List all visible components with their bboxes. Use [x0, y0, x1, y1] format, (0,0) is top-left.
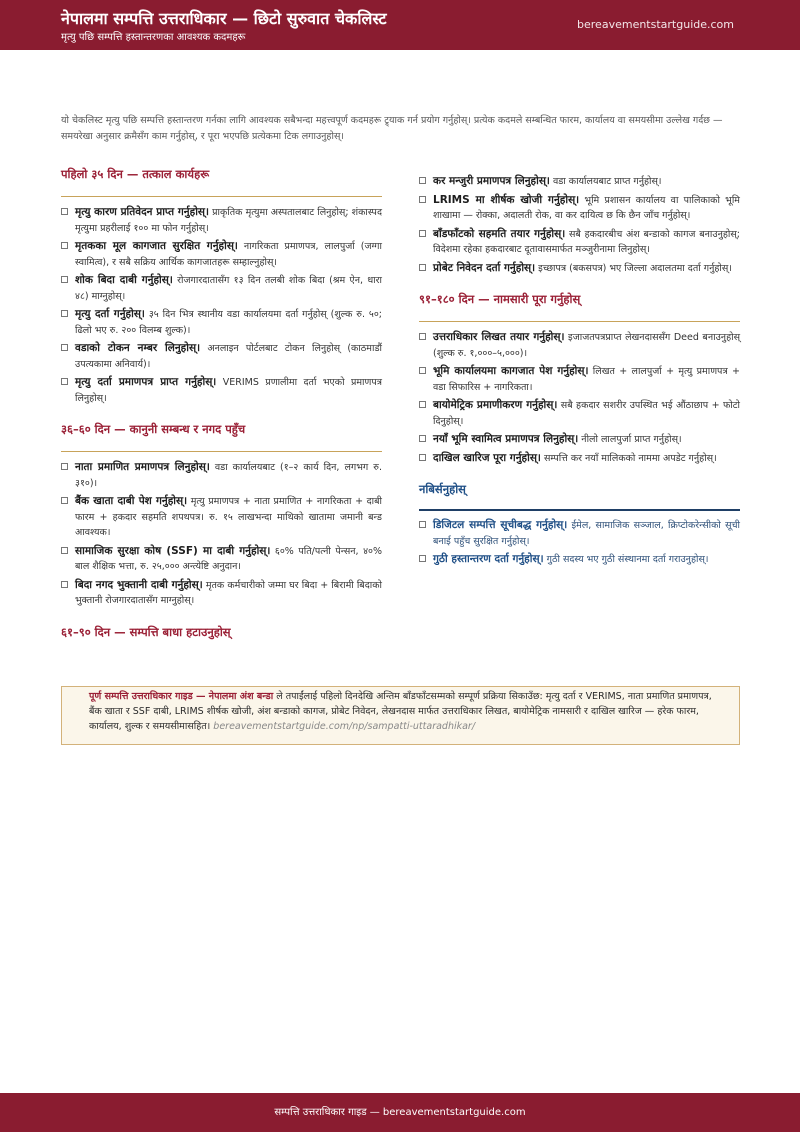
checklist-item — [419, 552, 740, 568]
section-heading: ६१–९० दिन — सम्पत्ति बाधा हटाउनुहोस् — [61, 624, 231, 639]
section-heading: पहिलो ३५ दिन — तत्काल कार्यहरू — [61, 167, 210, 181]
item-description: रोजगारदातासँग १३ दिन तलबी शोक बिदा (श्रम ऐन, धारा ४८) माग्नुहोस्। — [75, 275, 382, 302]
item-title: सामाजिक सुरक्षा कोष (SSF) मा दाबी गर्नुहोस्। — [75, 544, 271, 557]
item-description: ६०% पति/पत्नी पेन्सन, ४०% बाल शैक्षिक भत्ता, रु. २५,००० अन्त्येष्टि अनुदान। — [75, 545, 382, 572]
item-description: मृत्यु प्रमाणपत्र + नाता प्रमाणित + नागरिकता + दाबी फारम + हकदार सहमति शपथपत्र। रु. १५ लाखभन्दा माथिको खातामा जमानी बन्ड आवश्यक। — [75, 496, 382, 538]
item-description: इजाजतपत्रप्राप्त लेखनदाससँग Deed बनाउनुहोस् (शुल्क रु. १,०००–५,०००)। — [433, 332, 740, 359]
item-description: नागरिकता प्रमाणपत्र, लालपुर्जा (जग्गा स्वामित्व), र सबै सक्रिय आर्थिक कागजातहरू सम्हाल्नुहोस्। — [75, 241, 382, 268]
item-description: वडा कार्यालयबाट प्राप्त गर्नुहोस्। — [552, 176, 662, 187]
footer-text: सम्पत्ति उत्तराधिकार गाइड — bereavementstartguide.com — [274, 1107, 526, 1118]
item-description: ३५ दिन भित्र स्थानीय वडा कार्यालयमा दर्ता गर्नुहोस् (शुल्क रु. ५०; ढिलो भए रु. २०० विलम्ब शुल्क)। — [75, 309, 382, 336]
item-description: सबै हकदारबीच अंश बन्डाको कागज बनाउनुहोस्; विदेशमा रहेका हकदारबाट दूतावासमार्फत मञ्जुरीनामा लिनुहोस्। — [433, 228, 740, 255]
item-title: वडाको टोकन नम्बर लिनुहोस्। — [75, 342, 201, 354]
item-description: सबै हकदार सशरीर उपस्थित भई औंठाछाप + फोटो दिनुहोस्। — [433, 400, 740, 427]
checkbox-icon[interactable] — [419, 196, 426, 203]
checklist-item — [61, 205, 382, 236]
checklist-item — [61, 544, 382, 575]
checkbox-icon[interactable] — [419, 177, 426, 184]
item-title: मृत्यु दर्ता गर्नुहोस्। — [75, 308, 145, 320]
item-description: गुठी सदस्य भए गुठी संस्थानमा दर्ता गराउनुहोस्। — [546, 554, 709, 565]
page-subtitle: मृत्यु पछि सम्पत्ति हस्तान्तरणका आवश्यक कदमहरू — [61, 32, 246, 43]
checkbox-icon[interactable] — [419, 367, 426, 374]
checkbox-icon[interactable] — [419, 401, 426, 408]
left-column — [61, 166, 382, 640]
checkbox-icon[interactable] — [61, 344, 68, 351]
checklist-item — [419, 451, 740, 467]
checkbox-icon[interactable] — [419, 521, 426, 528]
item-title: भूमि कार्यालयमा कागजात पेश गर्नुहोस्। — [433, 365, 589, 377]
item-title: गुठी हस्तान्तरण दर्ता गर्नुहोस्। — [433, 553, 544, 565]
checkbox-icon[interactable] — [419, 264, 426, 271]
footer-bar — [0, 1093, 800, 1132]
checkbox-icon[interactable] — [61, 208, 68, 215]
section-divider — [419, 509, 740, 511]
checklist-item — [419, 227, 740, 258]
checklist-item — [61, 273, 382, 304]
checkbox-icon[interactable] — [61, 581, 68, 588]
item-title: मृतकका मूल कागजात सुरक्षित गर्नुहोस्। — [75, 240, 238, 252]
item-title: मृत्यु कारण प्रतिवेदन प्राप्त गर्नुहोस्। — [75, 206, 210, 218]
checklist-item — [419, 364, 740, 395]
checkbox-icon[interactable] — [61, 242, 68, 249]
section-divider — [61, 196, 382, 197]
item-description: वडा कार्यालयबाट (१–२ कार्य दिन, लगभग रु. ३१०)। — [75, 462, 382, 489]
checklist-item — [419, 261, 740, 277]
checkbox-icon[interactable] — [419, 333, 426, 340]
checklist-item — [419, 193, 740, 224]
page-title: नेपालमा सम्पत्ति उत्तराधिकार — छिटो सुरुवात चेकलिस्ट — [61, 9, 387, 28]
checklist — [419, 518, 740, 568]
item-description: VERIMS प्रणालीमा दर्ता भएको प्रमाणपत्र लिनुहोस्। — [75, 377, 383, 404]
section-divider — [61, 451, 382, 452]
checkbox-icon[interactable] — [61, 276, 68, 283]
section-divider — [419, 321, 740, 322]
guide-callout — [61, 686, 740, 745]
callout-url-link[interactable]: bereavementstartguide.com/np/sampatti-uttaradhikar/ — [213, 721, 476, 732]
checklist-item — [61, 578, 382, 609]
checklist — [419, 330, 740, 466]
item-title: मृत्यु दर्ता प्रमाणपत्र प्राप्त गर्नुहोस्। — [75, 376, 217, 388]
checklist-item — [419, 174, 740, 190]
item-title: कर मन्जुरी प्रमाणपत्र लिनुहोस्। — [433, 175, 550, 187]
callout-text: ले तपाईंलाई पहिलो दिनदेखि अन्तिम बाँडफाँटसम्मको सम्पूर्ण प्रक्रिया सिकाउँछ: मृत्यु दर्ता र VERIMS, नाता प्रमाणित प्रमाणपत्र, बैंक खाता र SSF दाबी, LRIMS शीर्षक खोजी, अंश बन्डाको कागज, प्रोबेट निवेदन, लेखनदास मार्फत उत्तराधिकार लिखत, बायोमेट्रिक नामसारी र दाखिल खारिज — हरेक फारम, कार्यालय, शुल्क र समयसीमासहित। — [89, 691, 712, 732]
checkbox-icon[interactable] — [61, 497, 68, 504]
item-title: बाँडफाँटको सहमति तयार गर्नुहोस्। — [433, 227, 566, 240]
checkbox-icon[interactable] — [419, 454, 426, 461]
checklist-item — [61, 341, 382, 372]
right-column — [419, 174, 740, 571]
item-description: लिखत + लालपुर्जा + मृत्यु प्रमाणपत्र + वडा सिफारिस + नागरिकता। — [433, 366, 740, 393]
item-title: प्रोबेट निवेदन दर्ता गर्नुहोस्। — [433, 261, 536, 274]
item-title: उत्तराधिकार लिखत तयार गर्नुहोस्। — [433, 331, 565, 343]
item-description: भूमि प्रशासन कार्यालय वा पालिकाको भूमि शाखामा — रोक्का, अदालती रोक, वा कर दायित्व छ कि छैन जाँच गर्नुहोस्। — [433, 194, 740, 221]
item-title: बैंक खाता दाबी पेश गर्नुहोस्। — [75, 495, 188, 507]
checklist-item — [61, 494, 382, 541]
checklist-item — [419, 330, 740, 361]
item-description: अनलाइन पोर्टलबाट टोकन लिनुहोस् (काठमाडौं उपत्यकामा अनिवार्य)। — [75, 343, 382, 370]
checkbox-icon[interactable] — [419, 555, 426, 562]
header-bar — [0, 0, 800, 50]
item-description: प्राकृतिक मृत्युमा अस्पतालबाट लिनुहोस्; शंकास्पद मृत्युमा प्रहरीलाई १०० मा फोन गर्नुहोस्। — [75, 207, 382, 234]
checklist-item — [61, 460, 382, 491]
callout-guide-title[interactable]: पूर्ण सम्पत्ति उत्तराधिकार गाइड — नेपालमा अंश बन्डा — [89, 691, 274, 702]
header-site-link[interactable]: bereavementstartguide.com — [577, 18, 734, 31]
intro-paragraph: यो चेकलिस्ट मृत्यु पछि सम्पत्ति हस्तान्तरण गर्नका लागि आवश्यक सबैभन्दा महत्त्वपूर्ण कदमहरू ट्र्याक गर्न प्रयोग गर्नुहोस्। प्रत्येक कदमले सम्बन्धित फारम, कार्यालय वा समयसीमा उल्लेख गर्दछ — समयरेखा अनुसार क्रमैसँग काम गर्नुहोस्, र पूरा भएपछि प्रत्येकमा टिक लगाउनुहोस्। — [61, 115, 723, 142]
checklist — [61, 205, 382, 406]
item-description: इच्छापत्र (बकसपत्र) भए जिल्ला अदालतमा दर्ता गर्नुहोस्। — [538, 262, 732, 274]
checklist-item — [419, 398, 740, 429]
checklist-item — [61, 375, 382, 406]
checkbox-icon[interactable] — [61, 463, 68, 470]
item-description: ईमेल, सामाजिक सञ्जाल, क्रिप्टोकरेन्सीको सूची बनाई पहुँच सुरक्षित गर्नुहोस्। — [433, 520, 740, 547]
checkbox-icon[interactable] — [61, 310, 68, 317]
item-description: मृतक कर्मचारीको जम्मा घर बिदा + बिरामी बिदाको भुक्तानी रोजगारदातासँग माग्नुहोस्। — [75, 579, 382, 606]
item-title: शोक बिदा दाबी गर्नुहोस्। — [75, 274, 173, 286]
item-title: बायोमेट्रिक प्रमाणीकरण गर्नुहोस्। — [433, 399, 558, 411]
checklist-item — [61, 239, 382, 270]
checkbox-icon[interactable] — [419, 230, 426, 237]
checklist — [61, 460, 382, 609]
item-title: LRIMS मा शीर्षक खोजी गर्नुहोस्। — [433, 193, 580, 206]
item-description: सम्पत्ति कर नयाँ मालिकको नाममा अपडेट गर्नुहोस्। — [543, 452, 717, 464]
item-title: नयाँ भूमि स्वामित्व प्रमाणपत्र लिनुहोस्। — [433, 433, 579, 445]
section-heading: ९१–१८० दिन — नामसारी पूरा गर्नुहोस् — [419, 292, 581, 306]
section-heading: ३६–६० दिन — कानुनी सम्बन्ध र नगद पहुँच — [61, 422, 246, 436]
checklist — [419, 174, 740, 276]
item-title: दाखिल खारिज पूरा गर्नुहोस्। — [433, 451, 541, 464]
checklist-item — [419, 432, 740, 448]
item-description: नीलो लालपुर्जा प्राप्त गर्नुहोस्। — [581, 434, 682, 445]
checkbox-icon[interactable] — [419, 435, 426, 442]
section-heading: नबिर्सनुहोस् — [419, 482, 466, 496]
checkbox-icon[interactable] — [61, 547, 68, 554]
item-title: नाता प्रमाणित प्रमाणपत्र लिनुहोस्। — [75, 461, 210, 473]
checklist-item — [61, 307, 382, 338]
item-title: बिदा नगद भुक्तानी दाबी गर्नुहोस्। — [75, 578, 203, 591]
checklist-item — [419, 518, 740, 549]
item-title: डिजिटल सम्पत्ति सूचीबद्ध गर्नुहोस्। — [433, 519, 568, 531]
checkbox-icon[interactable] — [61, 378, 68, 385]
